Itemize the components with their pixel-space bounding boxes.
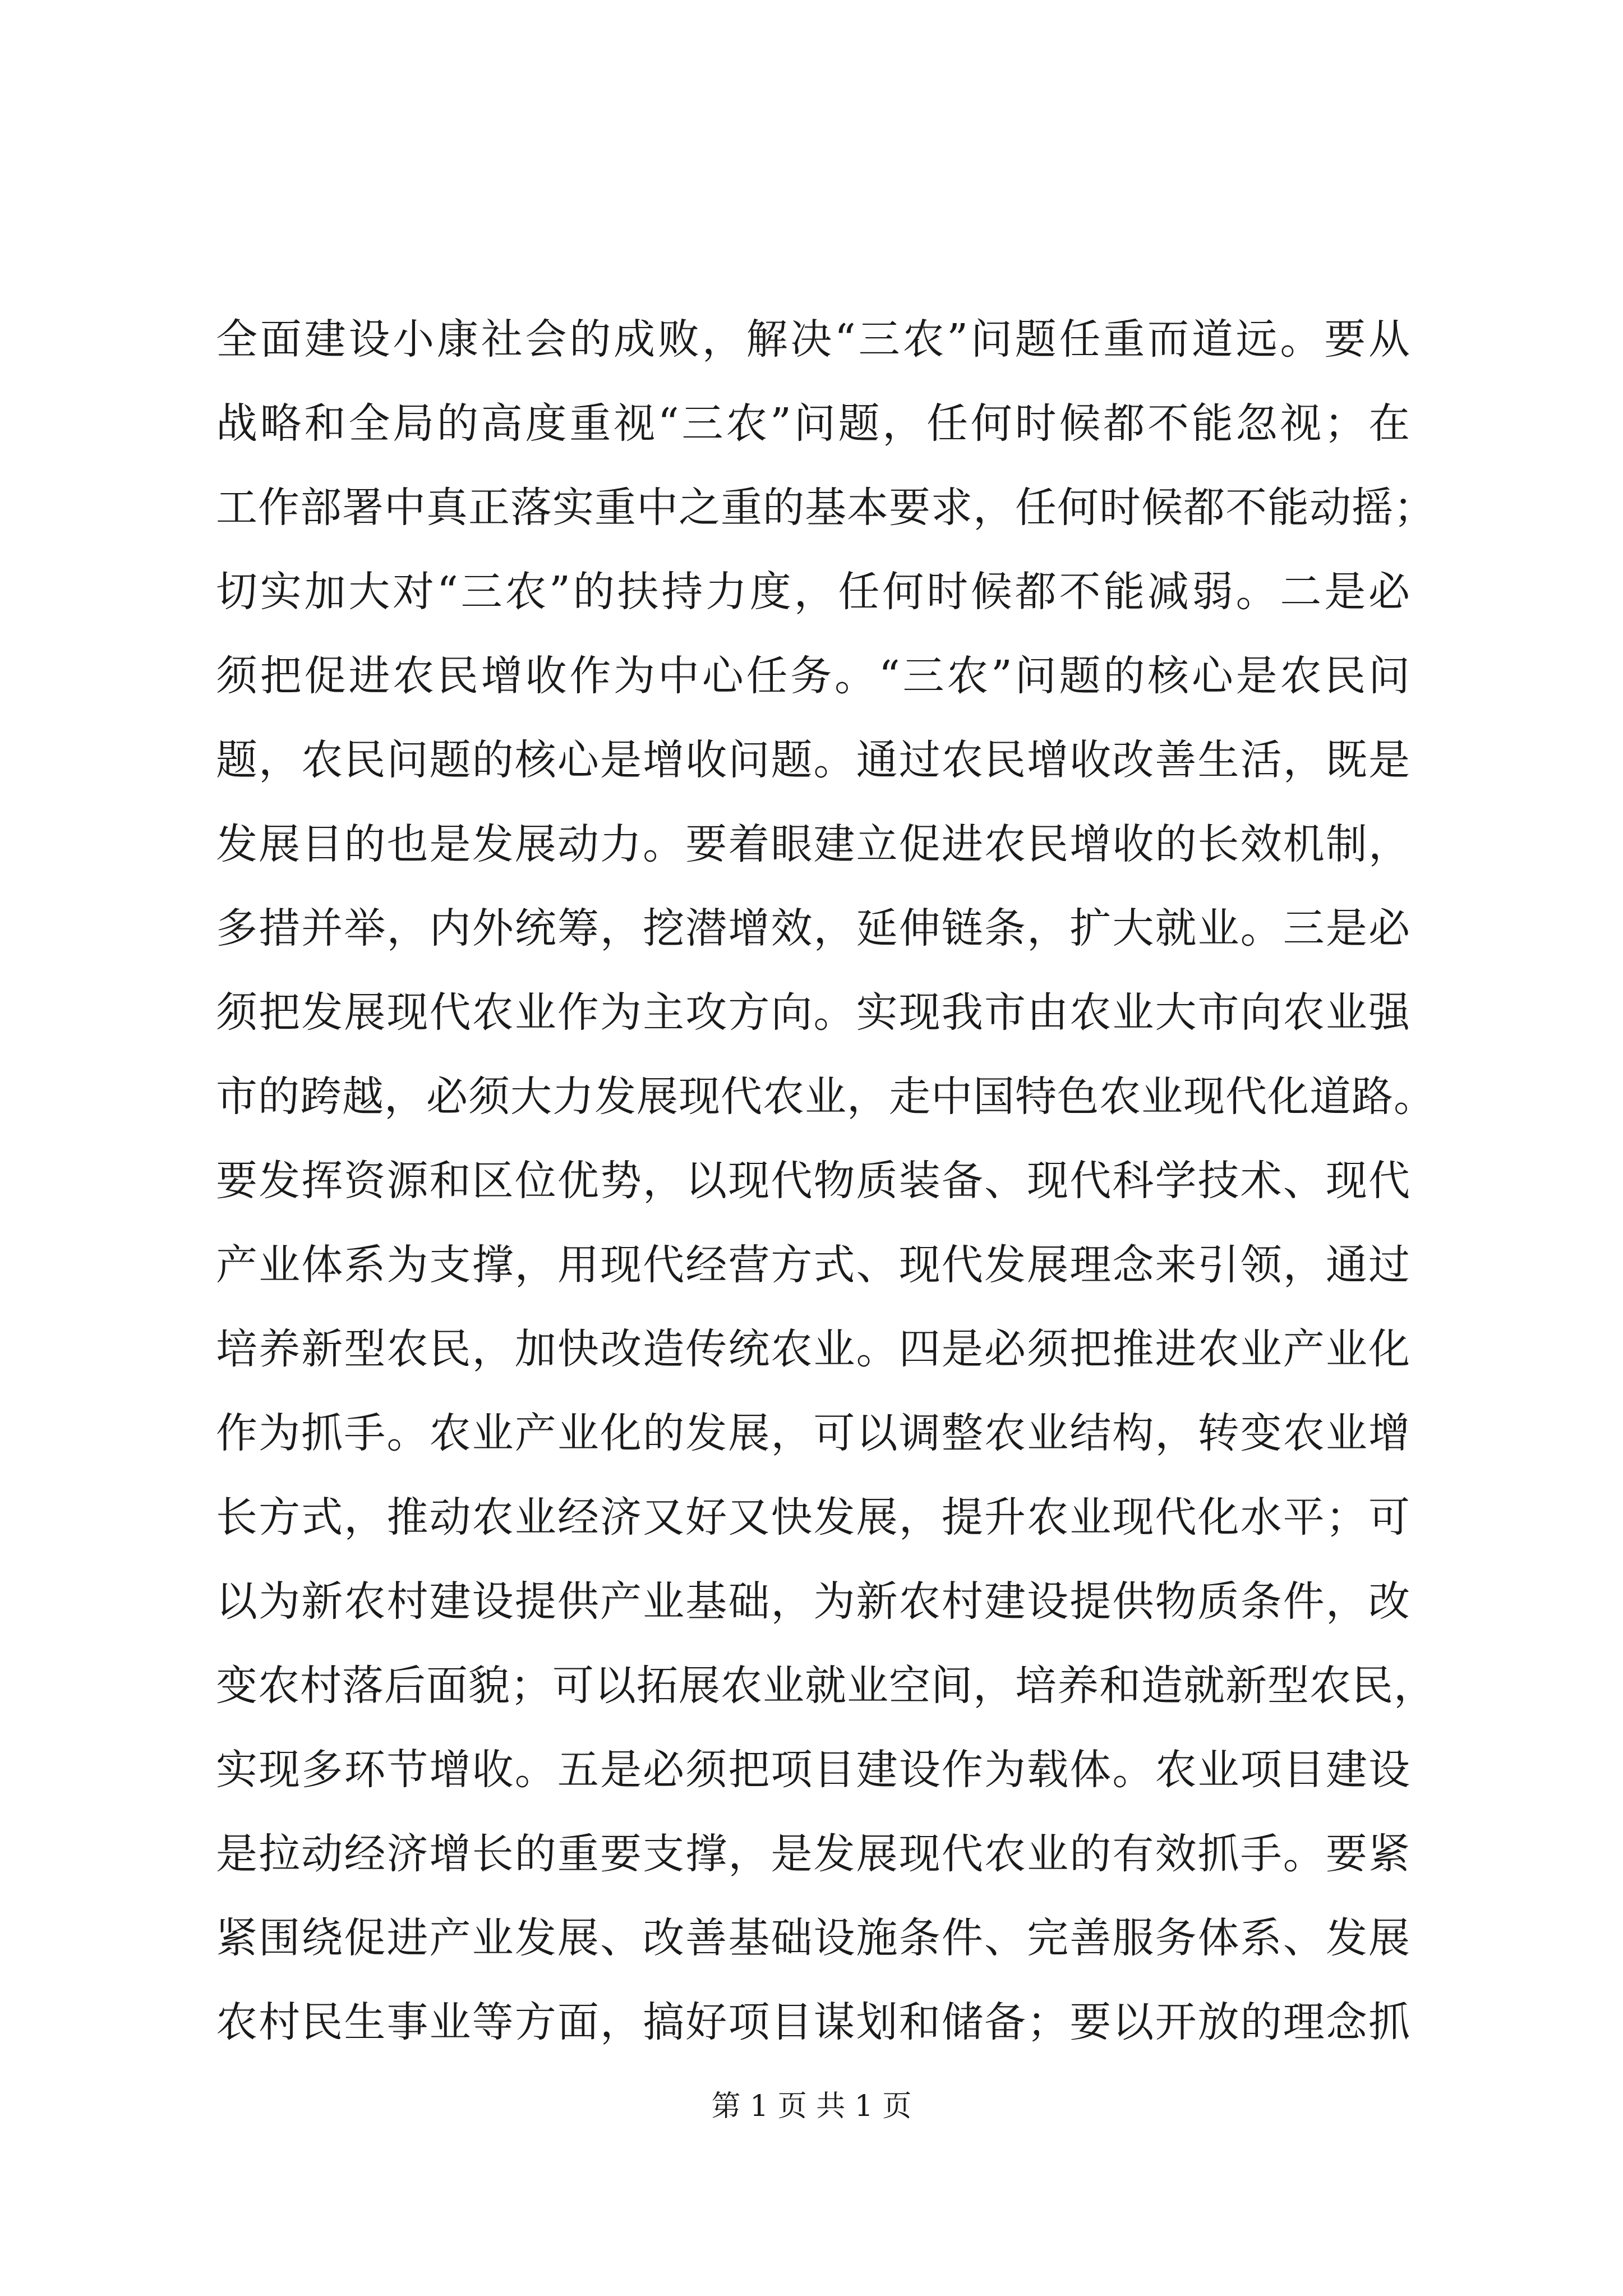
text-line: 发展目的也是发展动力。要着眼建立促进农民增收的长效机制， — [216, 820, 1410, 868]
text-line: 市的跨越，必须大力发展现代农业，走中国特色农业现代化道路。 — [216, 1073, 1436, 1121]
text-line: 全面建设小康社会的成败，解决“三农”问题任重而道远。要从 — [216, 315, 1410, 364]
text-line: 变农村落后面貌；可以拓展农业就业空间，培养和造就新型农民， — [216, 1662, 1436, 1710]
text-line: 须把发展现代农业作为主攻方向。实现我市由农业大市向农业强 — [216, 988, 1410, 1037]
text-line: 培养新型农民，加快改造传统农业。四是必须把推进农业产业化 — [216, 1325, 1410, 1373]
text-line: 长方式，推动农业经济又好又快发展，提升农业现代化水平；可 — [216, 1493, 1410, 1542]
text-line: 实现多环节增收。五是必须把项目建设作为载体。农业项目建设 — [216, 1746, 1410, 1794]
text-line: 须把促进农民增收作为中心任务。“三农”问题的核心是农民问 — [216, 652, 1410, 700]
text-line: 多措并举，内外统筹，挖潜增效，延伸链条，扩大就业。三是必 — [216, 904, 1410, 953]
text-line: 战略和全局的高度重视“三农”问题，任何时候都不能忽视；在 — [216, 399, 1410, 448]
text-line: 农村民生事业等方面，搞好项目谋划和储备；要以开放的理念抓 — [216, 1998, 1410, 2046]
page-number-label: 第 1 页 共 1 页 — [711, 2090, 912, 2123]
text-line: 要发挥资源和区位优势，以现代物质装备、现代科学技术、现代 — [216, 1157, 1410, 1205]
text-line: 紧围绕促进产业发展、改善基础设施条件、完善服务体系、发展 — [216, 1914, 1410, 1962]
body-text — [216, 297, 1436, 2064]
text-line: 切实加大对“三农”的扶持力度，任何时候都不能减弱。二是必 — [216, 568, 1410, 616]
text-line: 是拉动经济增长的重要支撑，是发展现代农业的有效抓手。要紧 — [216, 1830, 1410, 1878]
text-line: 产业体系为支撑，用现代经营方式、现代发展理念来引领，通过 — [216, 1241, 1410, 1289]
text-line: 工作部署中真正落实重中之重的基本要求，任何时候都不能动摇； — [216, 484, 1436, 532]
text-line: 以为新农村建设提供产业基础，为新农村建设提供物质条件，改 — [216, 1577, 1410, 1626]
page-footer — [0, 2087, 1623, 2126]
text-line: 作为抓手。农业产业化的发展，可以调整农业结构，转变农业增 — [216, 1409, 1410, 1457]
text-line: 题，农民问题的核心是增收问题。通过农民增收改善生活，既是 — [216, 736, 1410, 784]
